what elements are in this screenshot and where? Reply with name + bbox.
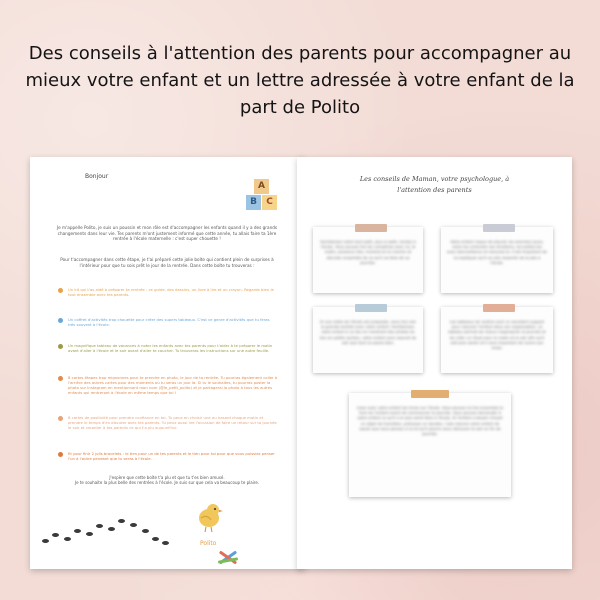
advice-card: [313, 227, 423, 293]
tape-strip: [411, 390, 449, 398]
letter-greeting: Bonjour: [85, 173, 109, 180]
bullet-dot-icon: [58, 452, 63, 457]
advice-card-blurred-text: Lisez avec votre enfant les livres sur l'école. Vous pouvez lui lire ensemble le livre de l'enfant avant de commencer la journée. Vous pouvez demander à votre enfant ce qu'il a le plus aimé faire à l'école. Si l'enfant a besoin d'avoir un objet de transition, prévoyez un doudou. Cela rassure votre enfant de savoir que vous pensez à lui et qu'il pourra vous retrouver le soir en fin de journée.: [356, 405, 504, 437]
tape-strip: [355, 304, 387, 312]
advice-card-text: [355, 405, 505, 436]
bullet-dot-icon: [58, 318, 63, 323]
letter-list-item-text: Un magnifique tableau de vacances à noter les enfants avec tes parents pour t'aider à te préparer le matin avant d'aller à l'école et le soir avant d'aller te coucher. Tu trouveras les instructions sur une autre feuille.: [68, 343, 273, 353]
letter-closing-line-1: J'espère que cette boîte t'a plu et que tu t'es bien amusé.: [109, 475, 225, 480]
advice-title: [327, 174, 542, 196]
advice-card-text: [319, 239, 417, 265]
letter-list-item-text: Un kit qui t'as aidé à préparer ta rentrée : ce guide, des dessins, un livre à lire et un crayon. Regarde bien le tout ensemble avec tes parents.: [68, 287, 274, 297]
crayons-icon: [218, 550, 240, 566]
advice-title-line-2: l'attention des parents: [397, 186, 472, 194]
advice-title-line-1: Les conseils de Maman, votre psychologue, à: [359, 175, 510, 183]
bullet-dot-icon: [58, 288, 63, 293]
block-c: C: [262, 195, 277, 210]
abc-blocks-illustration: [245, 179, 281, 211]
block-a: A: [254, 179, 269, 194]
letter-intro: Je m'appelle Polito, je suis un poussin et mon rôle est d'accompagner les enfants quand il y a des grands changements dans leur vie. Tes parents m'ont justement informé que cette année, tu allais faire ta 1ère rentrée à l'école maternelle : c'est super chouette !: [56, 225, 278, 242]
advice-card: [441, 307, 553, 373]
block-b: B: [246, 195, 261, 210]
advice-card-text: [447, 319, 547, 350]
chick-illustration: [193, 500, 225, 534]
tape-strip: [483, 224, 515, 232]
headline-line-1: Des conseils à l'attention des parents pour accompagner au: [28, 43, 572, 64]
headline-line-3: part de Polito: [239, 97, 361, 118]
advice-page: [297, 157, 572, 569]
advice-card-text: [447, 239, 547, 265]
headline-line-2: mieux votre enfant et un lettre adressée à votre enfant de la: [25, 70, 575, 91]
letter-list-item-text: Un coffret d'activités trop chouette pour créer des supers tableaux. C'est ce genre d'activités que tu feras très souvent à l'école.: [68, 317, 270, 327]
letter-intro-2: Pour t'accompagner dans cette étape, je t'ai préparé cette jolie boîte qui contient plein de surprises à l'intérieur pour que tu sois prêt le jour de la rentrée. Dans cette boîte tu trouveras :: [60, 257, 274, 268]
letter-list-item-text: 8 cartes étapes trop mignonnes pour te prendre en photo, le jour de ta rentrée. Tu pourras également coller à l'arrière des autres cartes pour des moments où tu seras un jour là. Si tu le souhaites, tu pourras poster la photo sur Instagram en mentionnant mon nom (@le_petit_polito) et je partagerai la photo à tous les autres enfants qui rentreront à l'école en même temps que toi !: [68, 375, 278, 395]
advice-card-blurred-text: Les tableaux de routine sont un excellent support pour rassurer l'enfant dans son organisation. Le tableau permet de mieux s'approprier la journée et de créer un rituel pour le matin et le soir afin qu'il soit plus serein et il sera important de suivre son choix.: [448, 319, 546, 351]
letter-signature: Polito: [200, 540, 217, 547]
bird-footprints-icon: [40, 509, 170, 549]
letter-closing-line-2: Je te souhaite la plus belle des rentrées à l'école. Je suis sur que cela va beaucoup te plaire.: [74, 480, 260, 486]
advice-card: [349, 393, 511, 497]
advice-card: [441, 227, 553, 293]
advice-card: [313, 307, 423, 373]
bullet-dot-icon: [58, 416, 63, 421]
tape-strip: [355, 224, 387, 232]
advice-card-blurred-text: Si une visite de l'école est proposée, vous irez voir la grande-rentrée avec votre enfant. Familiarisez-votre enfant à ce lieu en montrant des photos du lieu en petite section, votre enfant sera rassuré de voir que tout se passe bien.: [319, 319, 417, 345]
advice-card-blurred-text: Familiarisez votre tout petit, plus si petit, rendez à l'école. Vous pouvez lire les comptines avec lui, le matin, plusieurs fois, montrer-lui le chemin et discuter ensemble de ce qu'il va faire de sa journée.: [320, 239, 416, 265]
bullet-dot-icon: [58, 376, 63, 381]
headline: [20, 40, 580, 121]
letter-page: [30, 157, 305, 569]
tape-strip: [483, 304, 515, 312]
letter-list-item-text: 6 cartes de positivité pour prendre confiance en toi. Tu peux en choisir une au hasard chaque matin et prendre le temps d'en discuter avec tes parents. Tu peux aussi lire l'occasion de faire un retour sur ta journée le soir et raconter à tes parents ce qui t'a plu aujourd'hui.: [68, 415, 277, 430]
letter-list-item-text: Et pour finir 2 jolis bracelets : le tien pour un de tes parents et le tien pour toi pour que vous puissiez penser l'un à l'autre pendant que tu seras à l'école.: [68, 451, 275, 461]
bullet-dot-icon: [58, 344, 63, 349]
advice-card-text: [319, 319, 417, 345]
advice-card-blurred-text: Votre enfant risque de pleurer les premiers jours, votre tou entendre ses émotions, accueillez-les avec bienveillance et rassurez-le. Il est important de lui expliquer qu'il va vite ressentir de la joie à l'école.: [447, 239, 547, 265]
letter-closing: [52, 475, 282, 486]
